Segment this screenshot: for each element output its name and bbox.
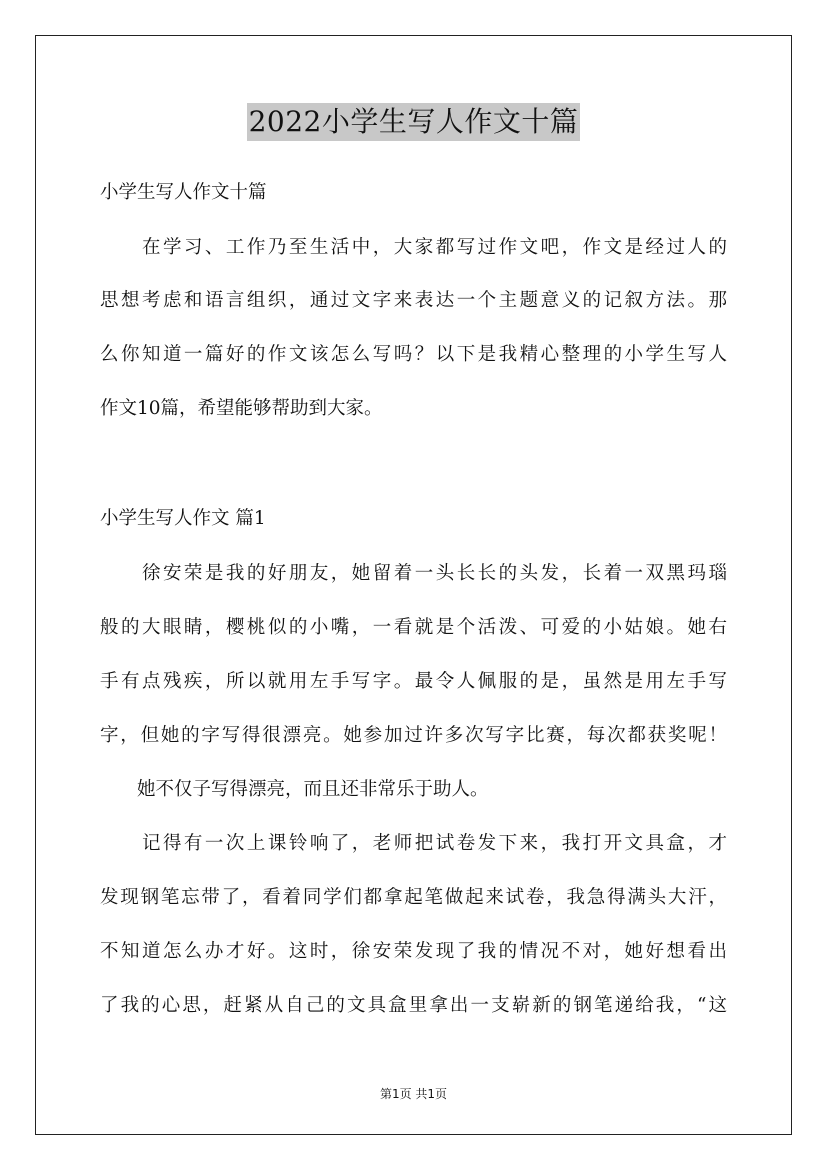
section-heading: 小学生写人作文 篇1 (100, 508, 266, 529)
intro-line: 作文10篇，希望能够帮助到大家。 (100, 398, 383, 419)
page-footer: 第1页 共1页 (379, 1087, 448, 1101)
body-line: 她不仅子写得漂亮，而且还非常乐于助人。 (100, 779, 489, 800)
intro-line: 么你知道一篇好的作文该怎么写吗？以下是我精心整理的小学生写人 (100, 344, 727, 365)
body-line: 了我的心思，赶紧从自己的文具盒里拿出一支崭新的钢笔递给我，“这 (100, 995, 727, 1016)
document-title: 2022小学生写人作文十篇 (247, 103, 581, 141)
body-line: 不知道怎么办才好。这时，徐安荣发现了我的情况不对，她好想看出 (100, 941, 727, 962)
body-line: 字，但她的字写得很漂亮。她参加过许多次写字比赛，每次都获奖呢！ (100, 725, 727, 746)
title-block (0, 103, 827, 141)
body-line: 记得有一次上课铃响了，老师把试卷发下来，我打开文具盒，才 (100, 833, 727, 854)
intro-line: 思想考虑和语言组织，通过文字来表达一个主题意义的记叙方法。那 (100, 290, 727, 311)
body-line: 徐安荣是我的好朋友，她留着一头长长的头发，长着一双黑玛瑙 (100, 563, 727, 584)
subtitle: 小学生写人作文十篇 (100, 182, 267, 203)
body-line: 手有点残疾，所以就用左手写字。最令人佩服的是，虽然是用左手写 (100, 671, 727, 692)
body-line: 般的大眼睛，樱桃似的小嘴，一看就是个活泼、可爱的小姑娘。她右 (100, 617, 727, 638)
body-line: 发现钢笔忘带了，看着同学们都拿起笔做起来试卷，我急得满头大汗， (100, 887, 727, 908)
intro-line: 在学习、工作乃至生活中，大家都写过作文吧，作文是经过人的 (100, 237, 727, 258)
